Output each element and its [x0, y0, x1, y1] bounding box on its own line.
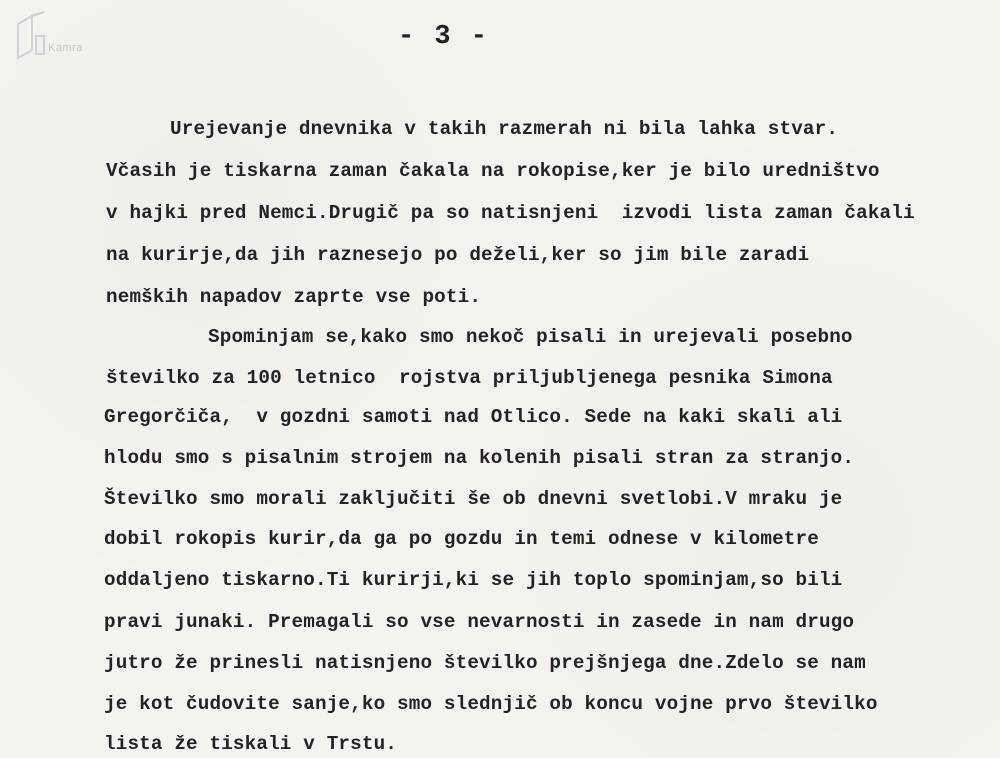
text-line: na kurirje,da jih raznesejo po deželi,ker so jim bile zaradi — [106, 244, 810, 266]
text-line: Gregorčiča, v gozdni samoti nad Otlico. Sede na kaki skali ali — [104, 406, 843, 428]
text-line: oddaljeno tiskarno.Ti kurirji,ki se jih toplo spominjam,so bili — [104, 569, 843, 591]
text-line: nemških napadov zaprte vse poti. — [106, 286, 482, 308]
text-line: je kot čudovite sanje,ko smo slednjič ob koncu vojne prvo številko — [104, 693, 878, 715]
text-line: jutro že prinesli natisnjeno številko prejšnjega dne.Zdelo se nam — [104, 652, 866, 674]
text-line: Spominjam se,kako smo nekoč pisali in urejevali posebno — [208, 326, 853, 348]
text-line: Številko smo morali zaključiti še ob dnevni svetlobi.V mraku je — [104, 488, 843, 510]
text-line: v hajki pred Nemci.Drugič pa so natisnjeni izvodi lista zaman čakali — [106, 202, 915, 224]
text-line: hlodu smo s pisalnim strojem na kolenih pisali stran za stranjo. — [104, 447, 855, 469]
text-line: številko za 100 letnico rojstva priljubljenega pesnika Simona — [106, 367, 833, 389]
page-number: - 3 - — [398, 22, 490, 52]
text-line: Včasih je tiskarna zaman čakala na rokopise,ker je bilo uredništvo — [106, 160, 880, 182]
text-line: dobil rokopis kurir,da ga po gozdu in temi odnese v kilometre — [104, 528, 819, 550]
archive-watermark — [6, 6, 116, 64]
text-line: lista že tiskali v Trstu. — [104, 733, 398, 755]
text-line: pravi junaki. Premagali so vse nevarnosti in zasede in nam drugo — [104, 611, 855, 633]
text-line: Urejevanje dnevnika v takih razmerah ni bila lahka stvar. — [170, 118, 839, 140]
watermark-logo-icon — [6, 6, 116, 64]
watermark-text: Kamra — [48, 42, 83, 54]
